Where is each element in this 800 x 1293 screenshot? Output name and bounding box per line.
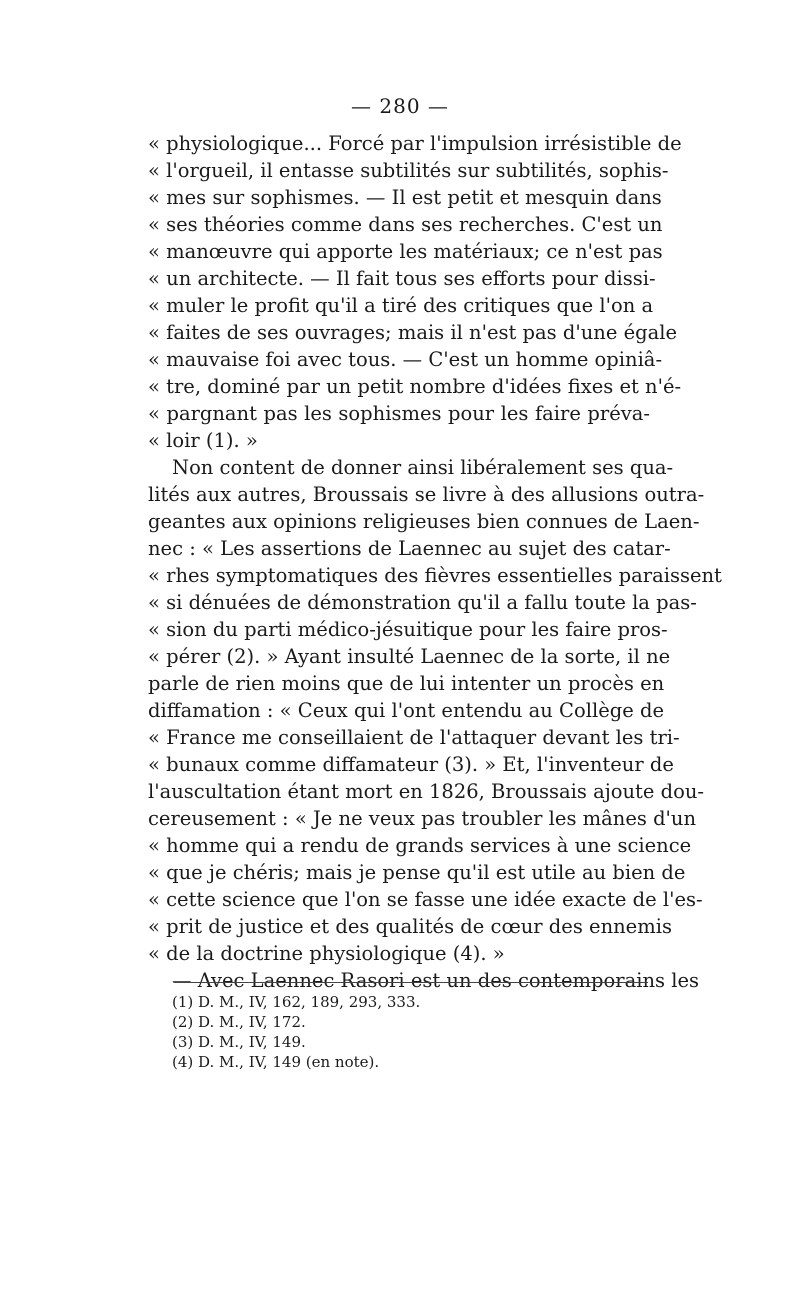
text-line: geantes aux opinions religieuses bien connues de Laen-	[148, 510, 700, 533]
text-line: « faites de ses ouvrages; mais il n'est pas d'une égale	[148, 321, 677, 344]
text-line: cereusement : « Je ne veux pas troubler les mânes d'un	[148, 807, 697, 830]
text-line: « de la doctrine physiologique (4). »	[148, 942, 505, 965]
text-line: l'auscultation étant mort en 1826, Broussais ajoute dou-	[148, 780, 704, 803]
text-line: « physiologique... Forcé par l'impulsion irrésistible de	[148, 132, 682, 155]
text-line: Non content de donner ainsi libéralement ses qua-	[172, 456, 674, 479]
text-line: « France me conseillaient de l'attaquer devant les tri-	[148, 726, 680, 749]
text-line: « sion du parti médico-jésuitique pour les faire pros-	[148, 618, 668, 641]
text-line: « que je chéris; mais je pense qu'il est utile au bien de	[148, 861, 686, 884]
text-line: « pargnant pas les sophismes pour les faire préva-	[148, 402, 650, 425]
text-line: — Avec Laennec Rasori est un des contemporains les	[172, 969, 699, 992]
text-line: « homme qui a rendu de grands services à une science	[148, 834, 692, 857]
text-line: « pérer (2). » Ayant insulté Laennec de la sorte, il ne	[148, 645, 671, 668]
text-line: « un architecte. — Il fait tous ses efforts pour dissi-	[148, 267, 656, 290]
text-line: « mauvaise foi avec tous. — C'est un homme opiniâ-	[148, 348, 663, 371]
footnote: (2) D. M., IV, 172.	[172, 1013, 306, 1031]
text-line: nec : « Les assertions de Laennec au sujet des catar-	[148, 537, 671, 560]
text-line: « si dénuées de démonstration qu'il a fallu toute la pas-	[148, 591, 697, 614]
text-line: « tre, dominé par un petit nombre d'idées fixes et n'é-	[148, 375, 682, 398]
text-line: « l'orgueil, il entasse subtilités sur subtilités, sophis-	[148, 159, 669, 182]
text-line: « muler le profit qu'il a tiré des critiques que l'on a	[148, 294, 654, 317]
footnote: (3) D. M., IV, 149.	[172, 1033, 306, 1051]
footnote: (4) D. M., IV, 149 (en note).	[172, 1053, 380, 1071]
text-line: « ses théories comme dans ses recherches. C'est un	[148, 213, 663, 236]
text-line: parle de rien moins que de lui intenter un procès en	[148, 672, 665, 695]
text-line: « prit de justice et des qualités de cœur des ennemis	[148, 915, 672, 938]
footnote: (1) D. M., IV, 162, 189, 293, 333.	[172, 993, 421, 1011]
text-line: lités aux autres, Broussais se livre à des allusions outra-	[148, 483, 705, 506]
text-line: « mes sur sophismes. — Il est petit et mesquin dans	[148, 186, 662, 209]
page-number: — 280 —	[351, 94, 449, 118]
text-line: « rhes symptomatiques des fièvres essentielles paraissent	[148, 564, 722, 587]
text-line: « bunaux comme diffamateur (3). » Et, l'inventeur de	[148, 753, 674, 776]
text-line: diffamation : « Ceux qui l'ont entendu au Collège de	[148, 699, 664, 722]
text-line: « loir (1). »	[148, 429, 258, 452]
body-text	[148, 130, 722, 994]
text-line: « manœuvre qui apporte les matériaux; ce n'est pas	[148, 240, 663, 263]
text-line: « cette science que l'on se fasse une idée exacte de l'es-	[148, 888, 703, 911]
footnote-divider	[174, 982, 648, 983]
footnotes	[172, 992, 592, 1072]
